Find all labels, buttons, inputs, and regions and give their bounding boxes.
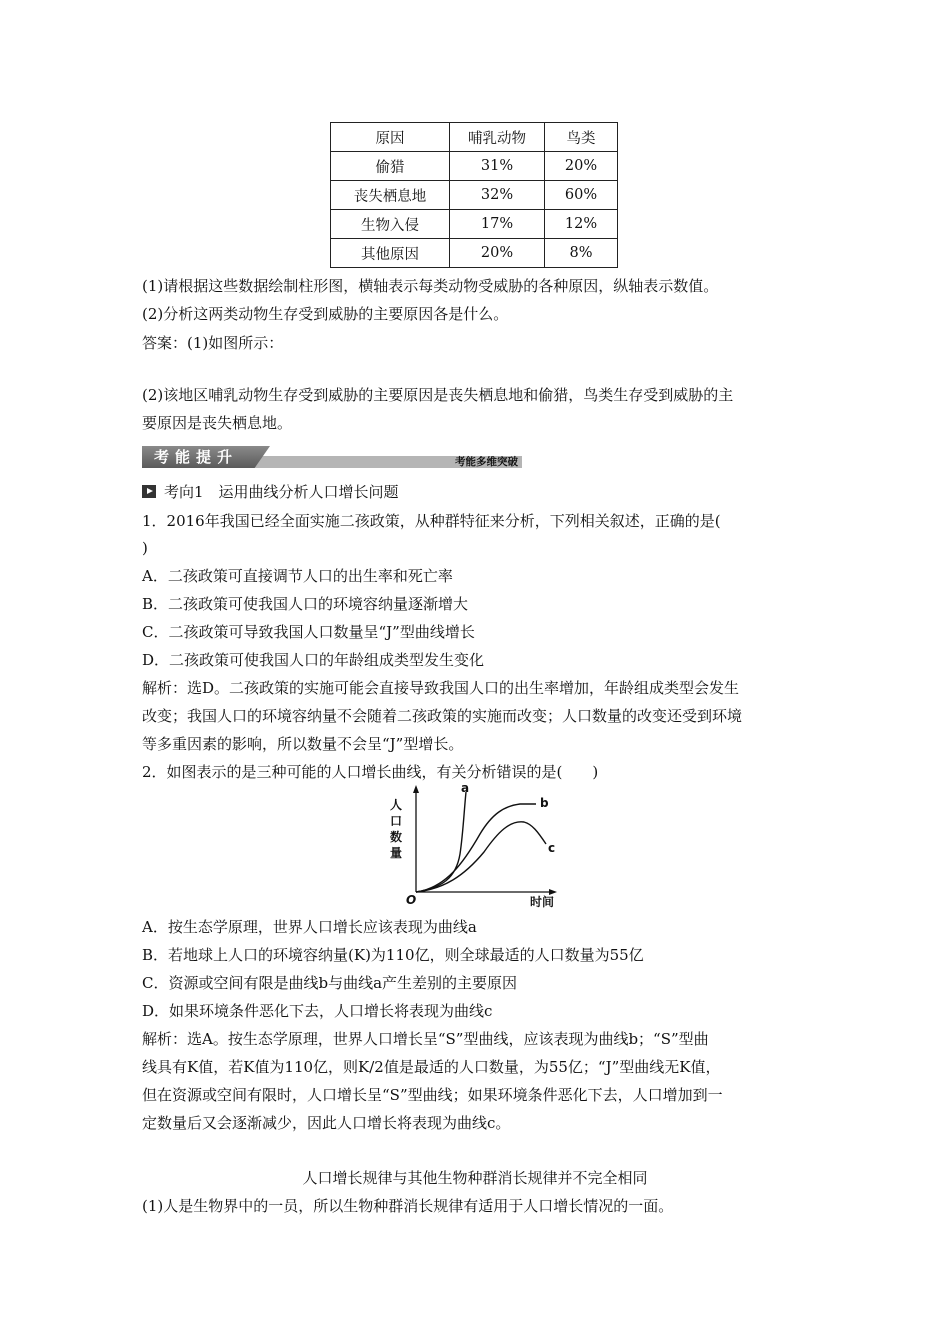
curve-b-label: b [540,796,549,810]
section-heading [142,482,399,502]
curve-b [416,804,536,892]
threat-causes-table [330,122,618,268]
y-axis-label-char: 人 [390,798,403,812]
banner-subtitle: 考能多维突破 [455,456,518,468]
q2-option-a: A．按生态学原理，世界人口增长应该表现为曲线a [142,918,477,936]
table-cell: 17% [450,210,545,239]
table-cell: 31% [450,152,545,181]
play-icon [142,485,156,498]
q1-option-b: B．二孩政策可使我国人口的环境容纳量逐渐增大 [142,595,469,613]
table-cell: 12% [545,210,618,239]
q1-explanation-line2: 改变；我国人口的环境容纳量不会随着二孩政策的实施而改变；人口数量的改变还受到环境 [142,707,743,725]
answer-part-2-line2: 要原因是丧失栖息地。 [142,414,293,432]
table-row [331,181,618,210]
y-axis-label-char: 数 [390,830,403,844]
section-heading-text: 考向1 运用曲线分析人口增长问题 [164,483,399,501]
table-cell: 20% [545,152,618,181]
y-axis-label-char: 量 [390,846,403,860]
answer-part-1: 答案：(1)如图所示： [142,334,284,352]
table-cell: 32% [450,181,545,210]
note-line1: (1)人是生物界中的一员，所以生物种群消长规律有适用于人口增长情况的一面。 [142,1197,674,1215]
x-axis-label: 时间 [530,895,555,909]
question-part-1: (1)请根据这些数据绘制柱形图，横轴表示每类动物受威胁的各种原因，纵轴表示数值。 [142,277,719,295]
table-cell: 丧失栖息地 [331,181,450,210]
q2-explanation-line3: 但在资源或空间有限时，人口增长呈“S”型曲线；如果环境条件恶化下去，人口增加到一 [142,1086,723,1104]
q1-option-d: D．二孩政策可使我国人口的年龄组成类型发生变化 [142,651,485,669]
y-axis-arrow [413,785,419,793]
table-row [331,239,618,268]
q1-stem-line1: 1．2016年我国已经全面实施二孩政策，从种群特征来分析，下列相关叙述，正确的是( [142,512,721,530]
table-cell: 其他原因 [331,239,450,268]
table-header-cell: 原因 [331,123,450,152]
q2-stem: 2．如图表示的是三种可能的人口增长曲线，有关分析错误的是( ) [142,763,599,781]
q2-option-d: D．如果环境条件恶化下去，人口增长将表现为曲线c [142,1002,493,1020]
banner-bar [254,456,522,468]
q2-explanation-line1: 解析：选A。按生态学原理，世界人口增长呈“S”型曲线，应该表现为曲线b；“S”型曲 [142,1030,709,1048]
q2-option-b: B．若地球上人口的环境容纳量(K)为110亿，则全球最适的人口数量为55亿 [142,946,644,964]
q1-stem-line2: ) [142,539,148,557]
q2-explanation-line2: 线具有K值，若K值为110亿，则K/2值是最适的人口数量，为55亿；“J”型曲线无K值， [142,1058,721,1076]
q1-option-c: C．二孩政策可导致我国人口数量呈“J”型曲线增长 [142,623,475,641]
q1-explanation-line1: 解析：选D。二孩政策的实施可能会直接导致我国人口的出生率增加，年龄组成类型会发生 [142,679,740,697]
note-title: 人口增长规律与其他生物种群消长规律并不完全相同 [302,1169,648,1187]
q1-option-a: A．二孩政策可直接调节人口的出生率和死亡率 [142,567,453,585]
table-cell: 20% [450,239,545,268]
question-part-2: (2)分析这两类动物生存受到威胁的主要原因各是什么。 [142,305,509,323]
table-row [331,152,618,181]
q2-option-c: C．资源或空间有限是曲线b与曲线a产生差别的主要原因 [142,974,518,992]
curve-c-label: c [548,841,556,855]
table-header-row [331,123,618,152]
y-axis-label-char: 口 [390,814,403,828]
answer-part-2-line1: (2)该地区哺乳动物生存受到威胁的主要原因是丧失栖息地和偷猎，鸟类生存受到威胁的主 [142,386,734,404]
q2-explanation-line4: 定数量后又会逐渐减少，因此人口增长将表现为曲线c。 [142,1114,511,1132]
section-banner [142,446,522,468]
population-growth-figure [380,782,570,910]
table-row [331,210,618,239]
table-cell: 8% [545,239,618,268]
origin-label: O [406,893,417,907]
table-cell: 60% [545,181,618,210]
q1-explanation-line3: 等多重因素的影响，所以数量不会呈“J”型增长。 [142,735,464,753]
curve-a-label: a [461,781,470,795]
table-cell: 生物入侵 [331,210,450,239]
banner-title: 考能提升 [154,448,239,466]
table-header-cell: 鸟类 [545,123,618,152]
table-header-cell: 哺乳动物 [450,123,545,152]
table-cell: 偷猎 [331,152,450,181]
